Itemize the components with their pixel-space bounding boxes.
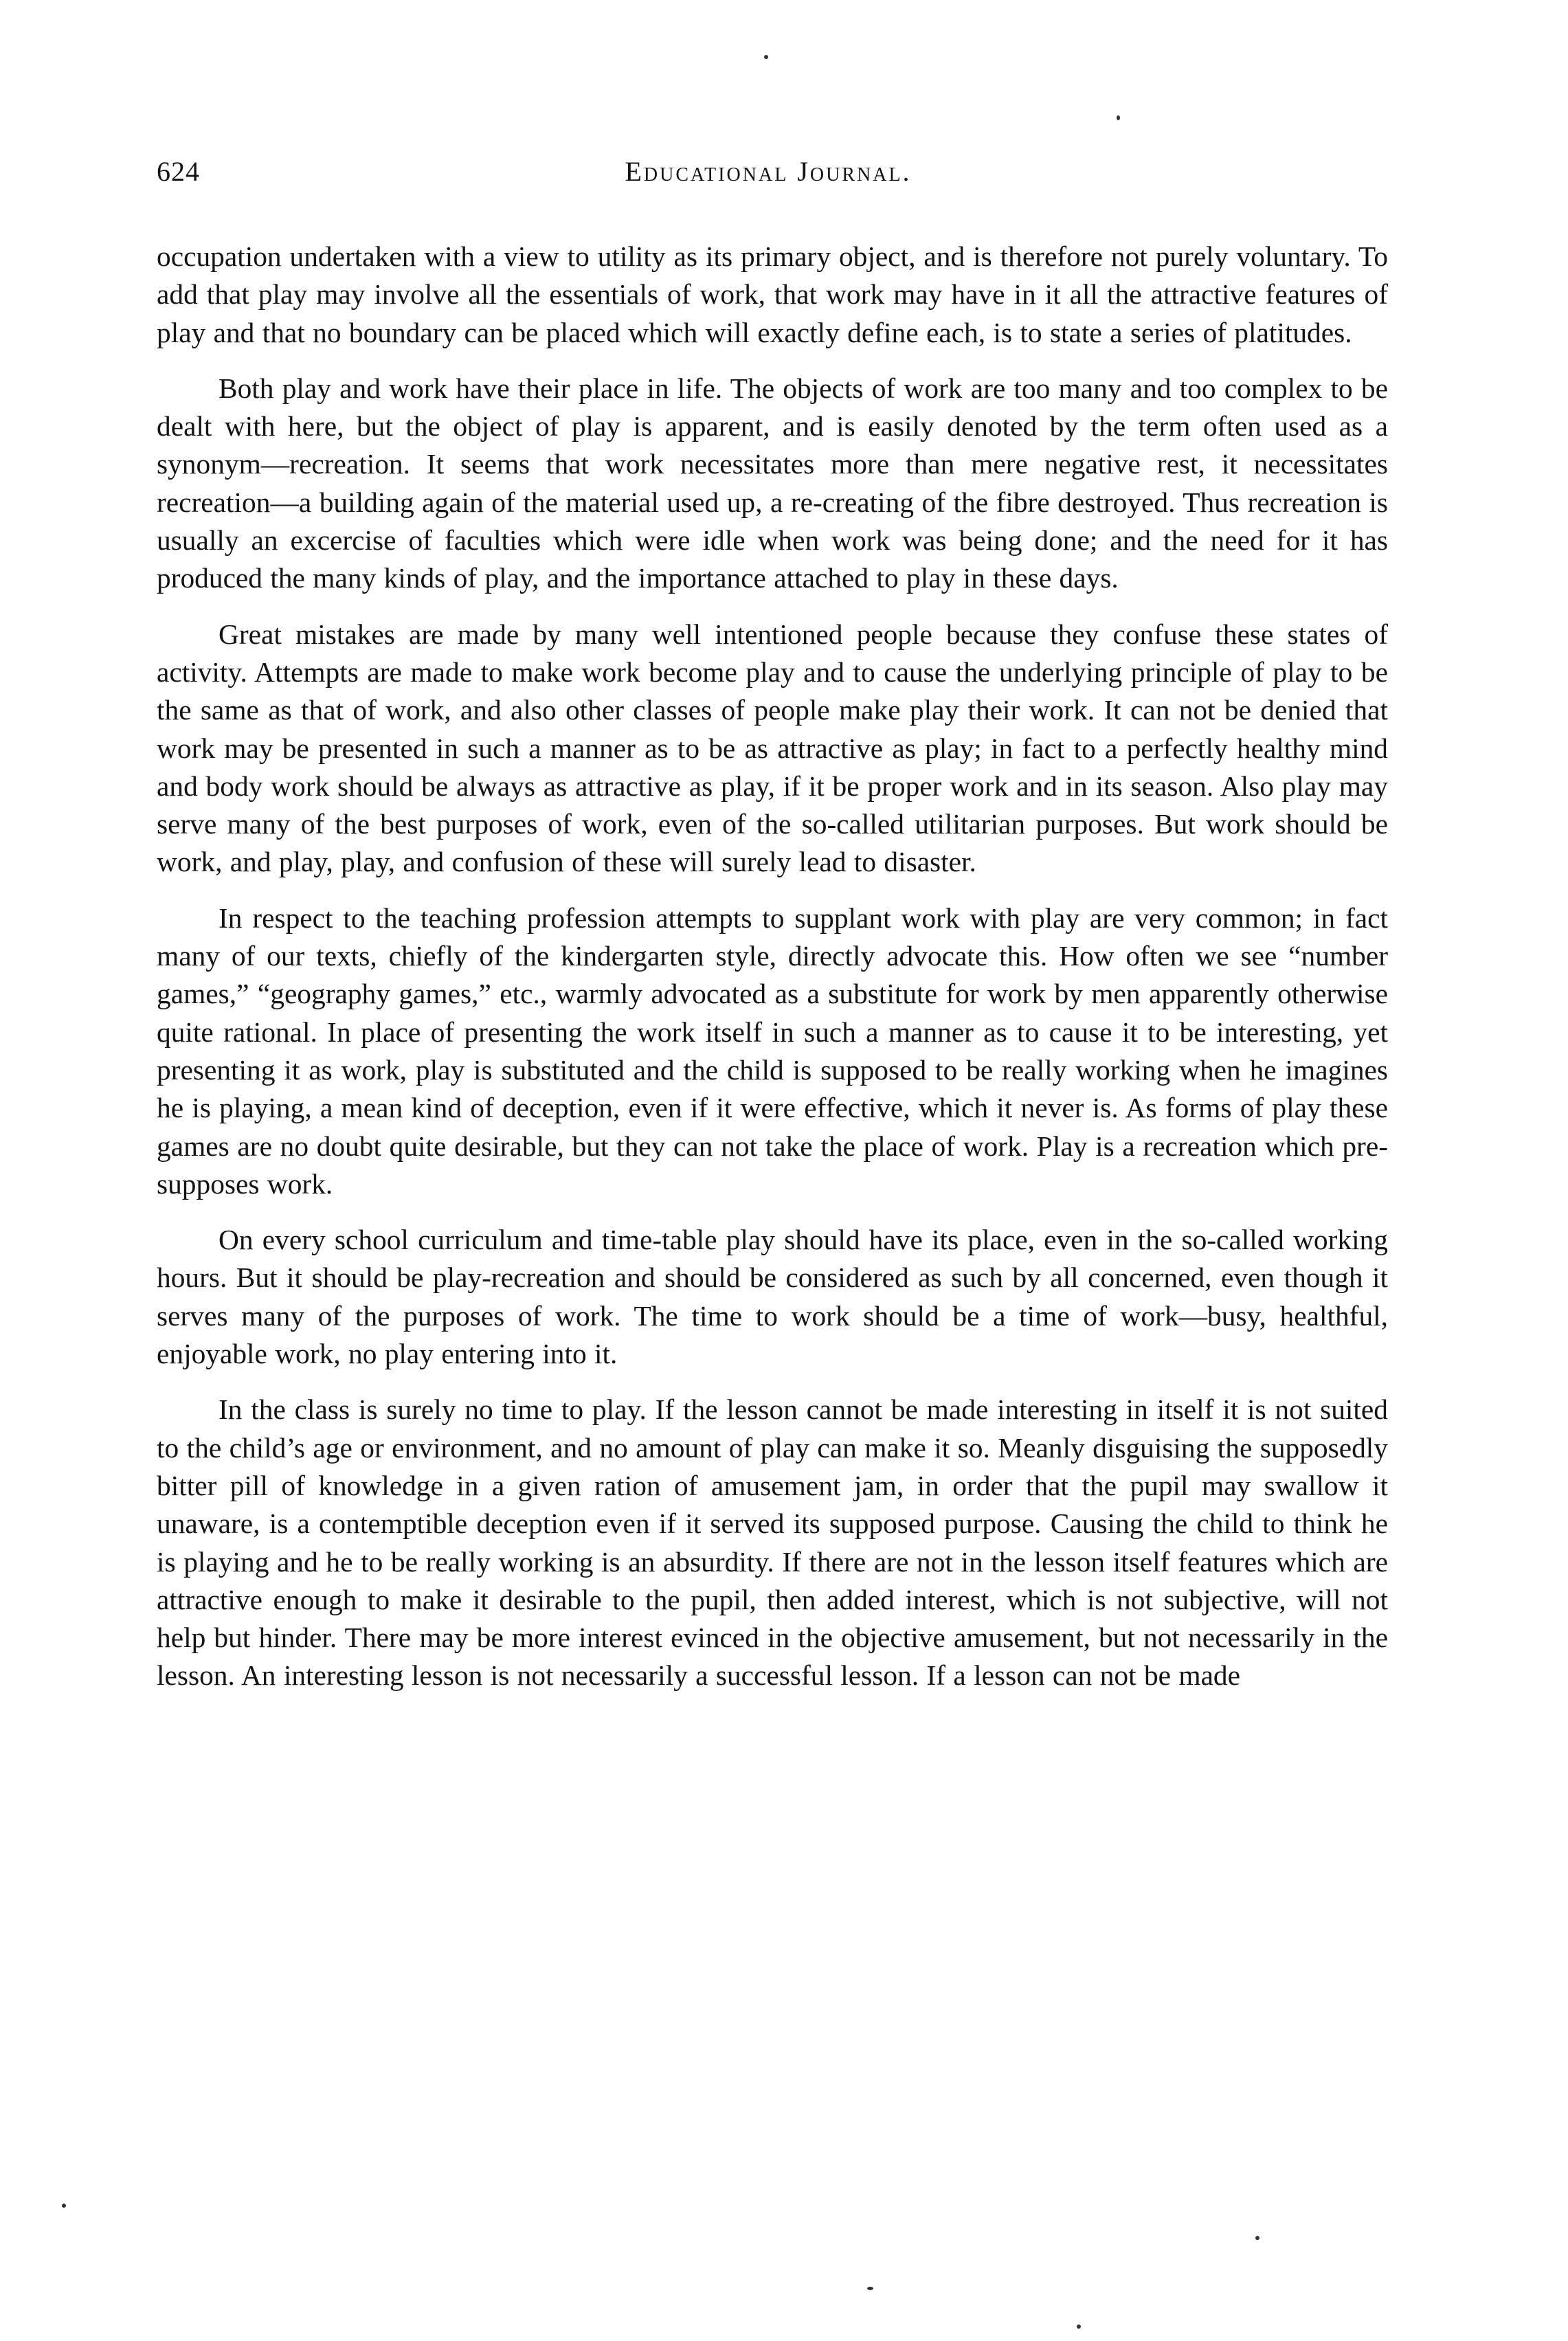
paragraph: In the class is surely no time to play. If the lesson cannot be made interesting in itself it is not suited to the child’s age or environment, and no amount of play can make it so. Meanly disguising the supposedly bitter pill of knowledge in a given ration of amusement jam, in order that the pupil may swallow it unaware, is a contemptible deception even if it served its supposed purpose. Causing the child to think he is playing and he to be really working is an absurdity. If there are not in the lesson itself features which are attractive enough to make it desirable to the pupil, then added interest, which is not subjective, will not help but hinder. There may be more interest evinced in the objective amusement, but not necessarily in the lesson. An interesting lesson is not necessarily a successful lesson. If a lesson can not be made bbox=[157, 1393, 1388, 1692]
scan-speck bbox=[1255, 2236, 1259, 2240]
paragraph: Both play and work have their place in life. The objects of work are too many and too complex to be dealt with here, but the object of play is apparent, and is easily denoted by the term often used as a synonym—recreation. It seems that work necessitates more than mere negative rest, it necessitates recreation—a building again of the material used up, a re-creating of the fibre destroyed. Thus recreation is usually an excercise of faculties which were idle when work was being done; and the need for it has produced the many kinds of play, and the importance attached to play in these days. bbox=[157, 372, 1388, 594]
scan-speck bbox=[1117, 115, 1120, 120]
page-header bbox=[157, 155, 1380, 197]
paragraph: occupation undertaken with a view to utility as its primary object, and is therefore not purely voluntary. To add that play may involve all the essentials of work, that work may have in it all the attractive features of play and that no boundary can be placed which will exactly define each, is to state a series of platitudes. bbox=[157, 240, 1388, 348]
paragraph: In respect to the teaching profession attempts to supplant work with play are very common; in fact many of our texts, chiefly of the kindergarten style, directly advocate this. How often we see “number games,” “geography games,” etc., warmly advocated as a substitute for work by men apparently otherwise quite rational. In place of presenting the work itself in such a manner as to cause it to be interesting, yet presenting it as work, play is substituted and the child is supposed to be really working when he imagines he is playing, a mean kind of deception, even if it were effective, which it never is. As forms of play these games are no doubt quite desirable, but they can not take the place of work. Play is a recreation which pre-supposes work. bbox=[157, 901, 1388, 1200]
scan-speck bbox=[1077, 2325, 1081, 2329]
paragraph: Great mistakes are made by many well intentioned people because they confuse these states of activity. Attempts are made to make work become play and to cause the underlying principle of play to be the same as that of work, and also other classes of people make play their work. It can not be denied that work may be presented in such a manner as to be as attractive as play; in fact to a perfectly healthy mind and body work should be always as attractive as play, if it be proper work and in its season. Also play may serve many of the best purposes of work, even of the so-called utilitarian purposes. But work should be work, and play, play, and confusion of these will surely lead to disaster. bbox=[157, 618, 1388, 878]
scan-speck bbox=[62, 2204, 66, 2208]
article-body bbox=[157, 238, 1388, 1713]
paragraph: On every school curriculum and time-table play should have its place, even in the so-called working hours. But it should be play-recreation and should be considered as such by all concerned, even though it serves many of the purposes of work. The time to work should be a time of work—busy, healthful, enjoyable work, no play entering into it. bbox=[157, 1224, 1388, 1370]
scan-speck bbox=[764, 55, 768, 59]
running-title: Educational Journal. bbox=[625, 156, 912, 187]
page-number: 624 bbox=[157, 156, 200, 187]
scan-speck bbox=[867, 2287, 873, 2290]
